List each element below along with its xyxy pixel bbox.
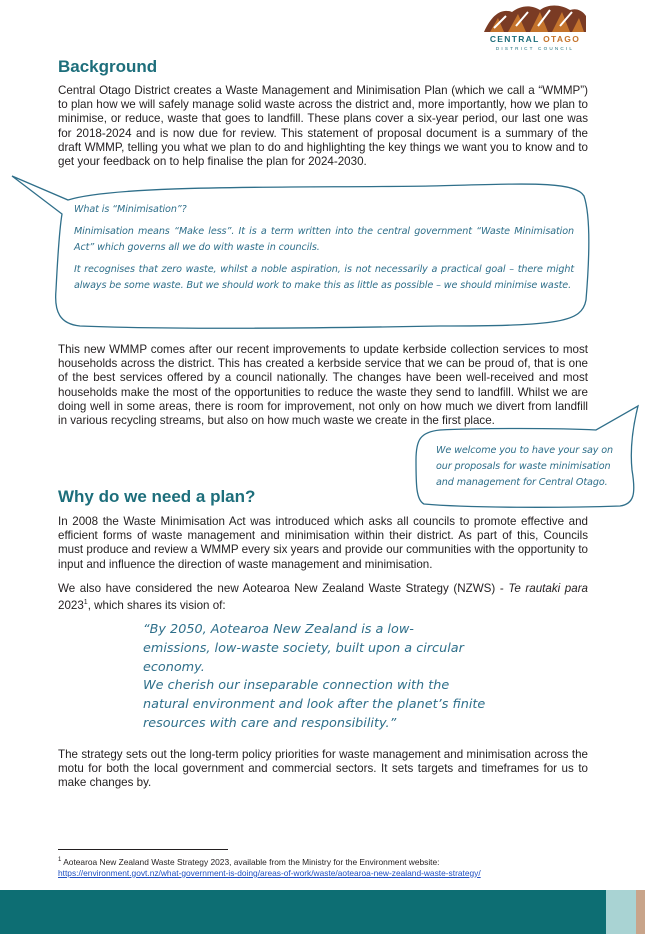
why-paragraph-2: We also have considered the new Aotearoa New Zealand Waste Strategy (NZWS) - Te rautaki para 2023$^1$, which shares its vision of: [58, 582, 588, 613]
callout-text-1: Minimisation means “Make less”. It is a term written into the central government “Waste Minimisation Act” which governs all we do with waste in councils. [74, 226, 574, 253]
improvements-paragraph: This new WMMP comes after our recent improvements to update kerbside collection services to most households across the district. This has created a kerbside service that we can be proud of, that is one of the best services offered by a council nationally. The changes have been well-received and most households make the most of the opportunities to reduce the waste they send to landfill. Whilst we are doing well in some areas, there is room for improvement, not only on how much we divert from landfill in various recycling streams, but also on how much waste we create in the first place. [58, 343, 588, 428]
callout-title: What is “Minimisation”? [74, 204, 187, 215]
footnote-link[interactable]: https://environment.govt.nz/what-government-is-doing/areas-of-work/waste/aotearoa-new-zealand-waste-strategy/ [58, 867, 481, 878]
background-heading: Background [58, 57, 158, 76]
footnote: $^1$ Aotearoa New Zealand Waste Strategy 2023, available from the Ministry for the Environment website: https://environment.govt.nz/what-government-is-doing/areas-of-work/waste/aotearoa-new-zealand-waste-strategy/ [58, 856, 481, 878]
minimisation-callout [74, 202, 574, 294]
logo-wordmark: CENTRAL OTAGO [489, 34, 581, 44]
footnote-ref[interactable]: 1 [83, 599, 88, 607]
logo-subtitle: DISTRICT COUNCIL [495, 46, 575, 51]
strategy-paragraph: The strategy sets out the long-term policy priorities for waste management and minimisation across the motu for both the local government and commercial sectors. It sets targets and timeframes for us to make changes by. [58, 748, 588, 790]
why-heading: Why do we need a plan? [58, 487, 256, 506]
footnote-divider [58, 849, 228, 850]
mountain-logo-icon [482, 4, 588, 34]
footer-edge [636, 890, 645, 934]
council-logo [478, 4, 590, 52]
vision-quote-2: We cherish our inseparable connection with the natural environment and look after the planet’s finite resources with care and responsibility.” [143, 678, 486, 731]
callout-text-2: It recognises that zero waste, whilst a noble aspiration, is not necessarily a practical goal – there might always be some waste. But we should work to make this as little as possible – we should minimise waste. [74, 264, 574, 291]
vision-quote-1: “By 2050, Aotearoa New Zealand is a low-emissions, low-waste society, built upon a circular economy. [143, 622, 464, 675]
footer-accent [606, 890, 636, 934]
footer-bar [0, 890, 606, 934]
welcome-callout: We welcome you to have your say on our proposals for waste minimisation and management for Central Otago. [436, 445, 614, 488]
background-paragraph: Central Otago District creates a Waste Management and Minimisation Plan (which we call a “WMMP”) to plan how we will safely manage solid waste across the district and, more importantly, how we plan to minimise, or reduce, waste that goes to landfill. These plans cover a six-year period, our last one was for 2018-2024 and is now due for review. This statement of proposal document is a summary of the draft WMMP, telling you what we plan to do and highlighting the key things we want you to know and to get your feedback on to help finalise the plan for 2024-2030. [58, 84, 588, 169]
why-paragraph-1: In 2008 the Waste Minimisation Act was introduced which asks all councils to promote effective and efficient forms of waste management and minimisation within their district. As part of this, Councils must produce and review a WMMP every six years and provide our communities with the opportunity to input and influence the direction of waste management and minimisation. [58, 515, 588, 571]
